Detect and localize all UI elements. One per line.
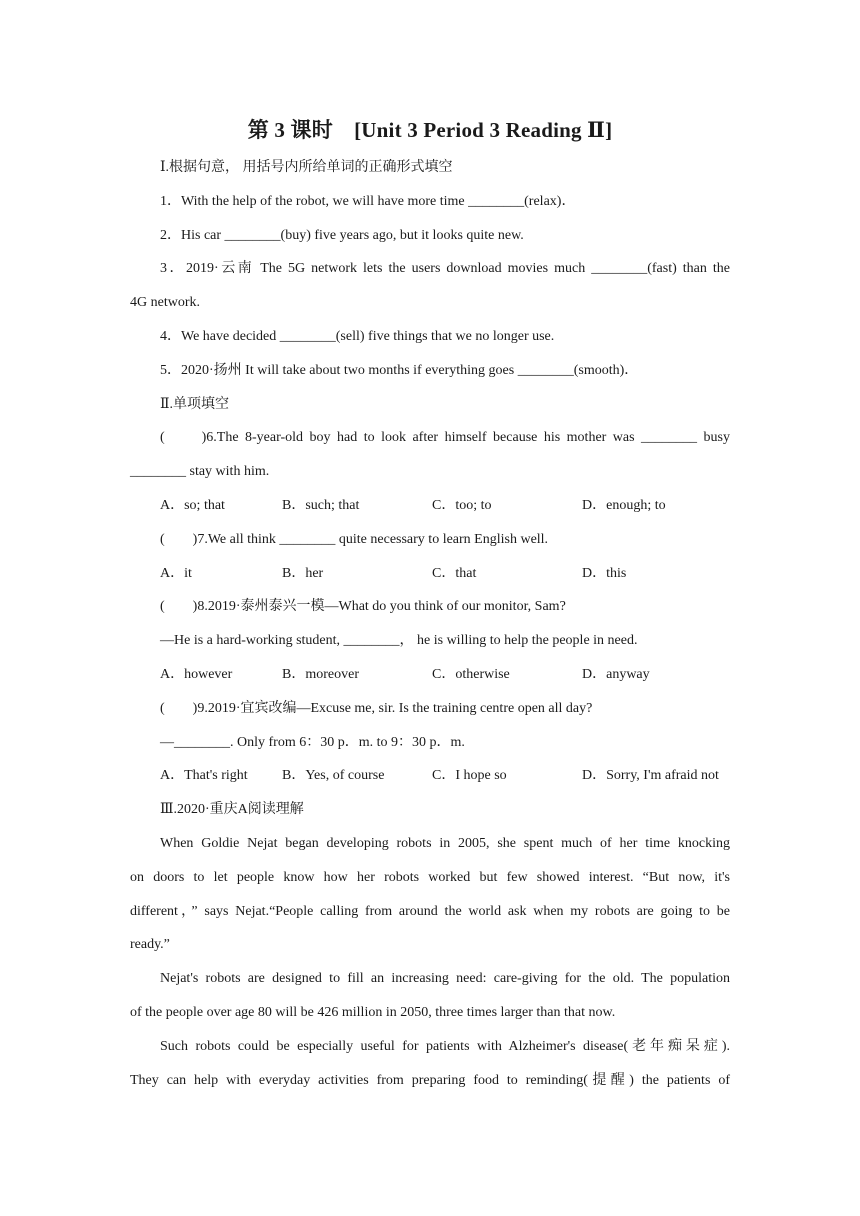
passage-p2-line-1: Nejat's robots are designed to fill an increasing need: care-giving for the old. The population [160,971,730,987]
question-4: 4．We have decided ________(sell) five things that we no longer use. [160,328,555,344]
option-d: D．Sorry, I'm afraid not [582,768,719,784]
option-d: D．this [582,565,627,581]
worksheet-content [130,151,730,1097]
question-3-line-2: 4G network. [130,295,200,311]
passage-p2-line-2: of the people over age 80 will be 426 million in 2050, three times larger than that now. [130,1004,616,1020]
option-b: B．such; that [282,497,360,513]
question-9-options [130,759,730,793]
option-c: C．otherwise [432,666,510,682]
passage-p1-line-4: ready.” [130,937,170,953]
option-c: C．I hope so [432,768,507,784]
question-6-line-1: ( )6.The 8-year-old boy had to look after himself because his mother was ________ busy [160,430,730,446]
option-d: D．anyway [582,666,650,682]
passage-p3-line-2: They can help with everyday activities from preparing food to reminding(提醒) the patients of [130,1072,730,1088]
section-2-heading: Ⅱ.单项填空 [160,396,230,412]
option-b: B．moreover [282,666,359,682]
question-9-line-1: ( )9.2019·宜宾改编—Excuse me, sir. Is the training centre open all day? [160,700,593,716]
option-c: C．too; to [432,497,492,513]
passage-p3-line-1: Such robots could be especially useful for patients with Alzheimer's disease(老年痴呆症). [160,1038,730,1054]
page-title: 第 3 课时 [Unit 3 Period 3 Reading Ⅱ] [247,118,613,142]
option-d: D．enough; to [582,497,666,513]
question-5: 5．2020·扬州 It will take about two months if everything goes ________(smooth)． [160,362,639,378]
option-b: B．Yes, of course [282,768,385,784]
question-6-line-2: ________ stay with him. [130,464,270,480]
question-6-options [130,489,730,523]
option-a: A．however [160,666,233,682]
question-1: 1．With the help of the robot, we will have more time ________(relax)． [160,193,576,209]
passage-p1-line-2: on doors to let people know how her robots worked but few showed interest. “But now, it's [130,869,730,885]
passage-p1-line-1: When Goldie Nejat began developing robots in 2005, she spent much of her time knocking [160,835,730,851]
question-7-options [130,557,730,591]
question-2: 2．His car ________(buy) five years ago, but it looks quite new. [160,227,524,243]
question-8-line-2: —He is a hard-working student, ________， he is willing to help the people in need. [160,633,638,649]
question-3-line-1: 3．2019·云南 The 5G network lets the users download movies much ________(fast) than the [160,261,730,277]
passage-p1-line-3: different，” says Nejat.“People calling from around the world ask when my robots are going to be [130,903,730,919]
question-8-line-1: ( )8.2019·泰州泰兴一模—What do you think of our monitor, Sam? [160,599,566,615]
option-c: C．that [432,565,477,581]
question-9-line-2: —________. Only from 6：30 p．m. to 9：30 p．m. [160,734,465,750]
option-a: A．it [160,565,192,581]
option-a: A．That's right [160,768,248,784]
option-a: A．so; that [160,497,225,513]
question-7: ( )7.We all think ________ quite necessary to learn English well. [160,531,549,547]
question-8-options [130,658,730,692]
section-3-heading: Ⅲ.2020·重庆A阅读理解 [160,802,304,818]
section-1-heading: Ⅰ.根据句意， 用括号内所给单词的正确形式填空 [160,160,453,175]
option-b: B．her [282,565,324,581]
